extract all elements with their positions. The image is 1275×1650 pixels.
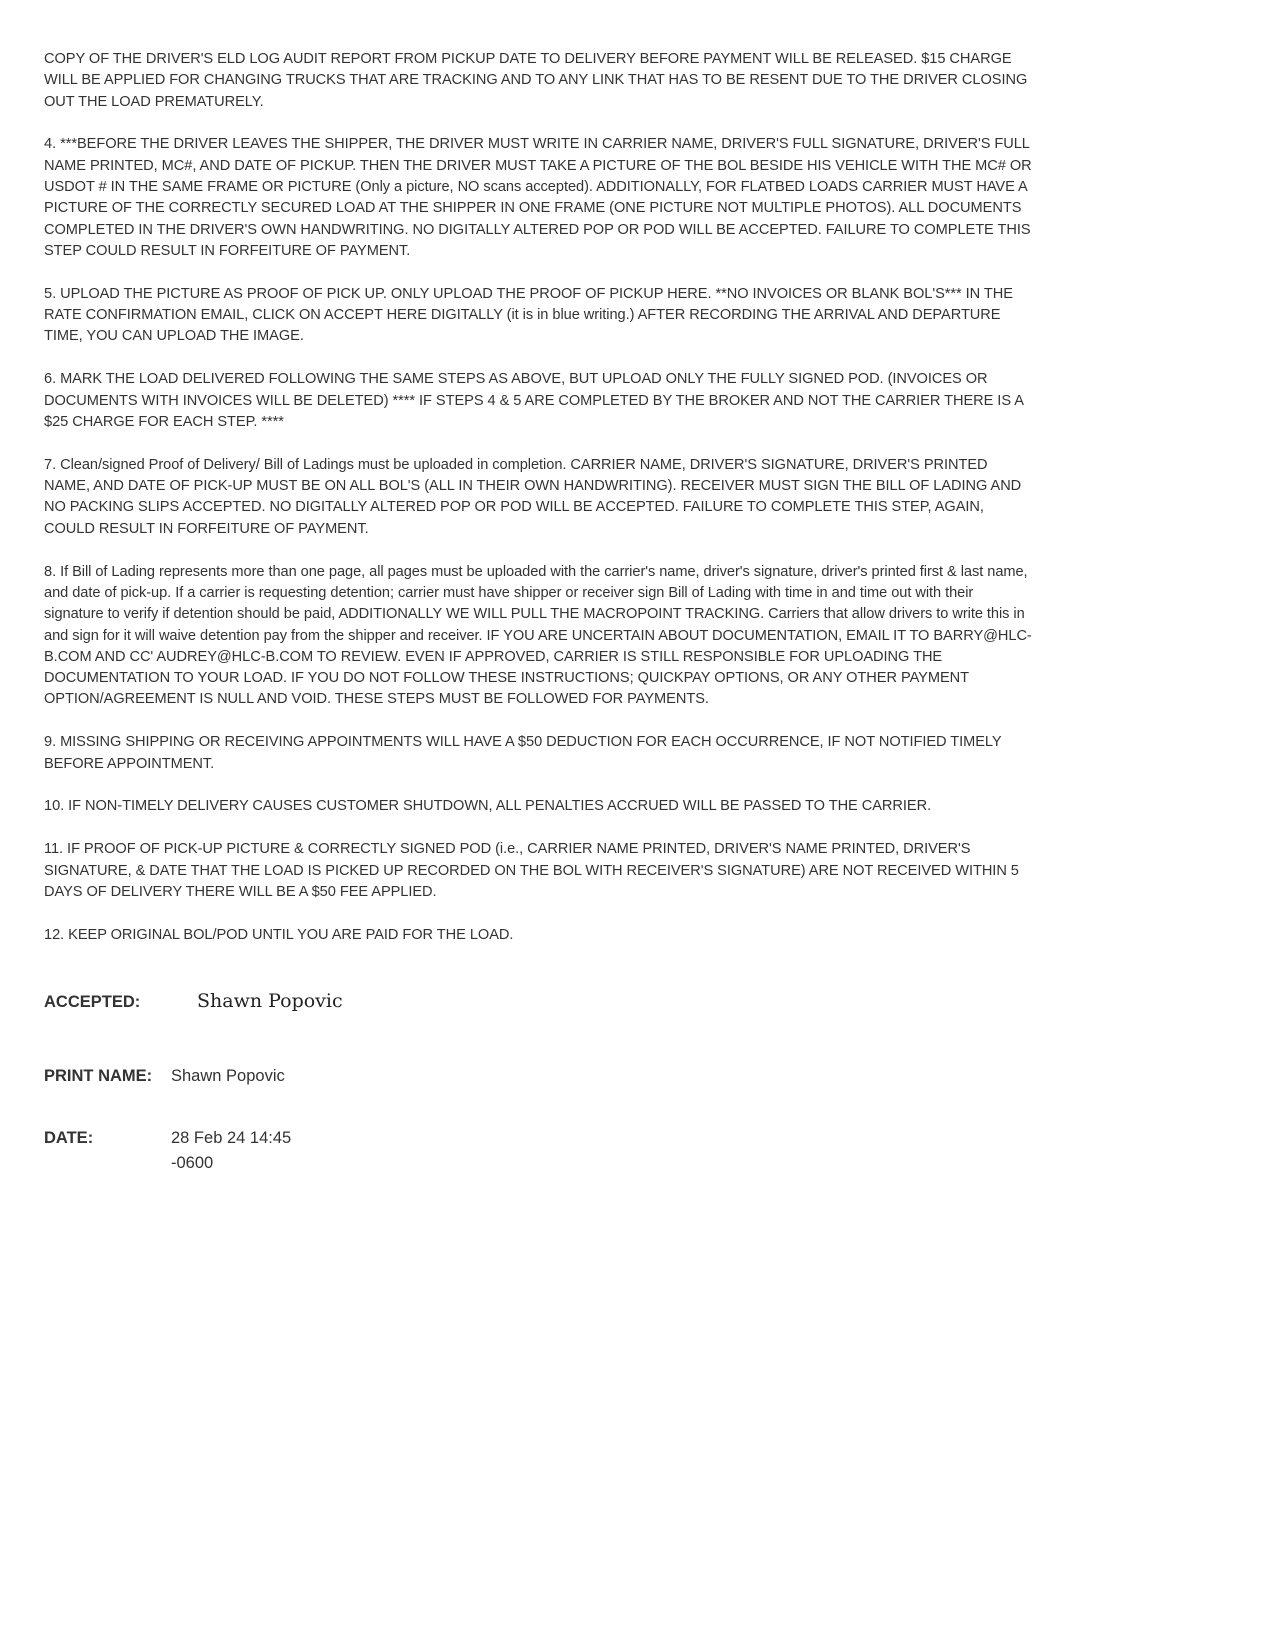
terms-list [44, 49, 1034, 968]
signature: Shawn Popovic [197, 990, 343, 1012]
term-paragraph: 11. IF PROOF OF PICK-UP PICTURE & CORRECTLY SIGNED POD (i.e., CARRIER NAME PRINTED, DRIVER'S NAME PRINTED, DRIVER'S SIGNATURE, & DATE THAT THE LOAD IS PICKED UP RECORDED ON THE BOL WITH RECEIVER'S SIGNATURE) ARE NOT RECEIVED WITHIN 5 DAYS OF DELIVERY THERE WILL BE A $50 FEE APPLIED. [44, 841, 1019, 900]
accepted-label: ACCEPTED: [44, 993, 141, 1011]
print-name-row [44, 1064, 344, 1118]
term-paragraph: 10. IF NON-TIMELY DELIVERY CAUSES CUSTOMER SHUTDOWN, ALL PENALTIES ACCRUED WILL BE PASSED TO THE CARRIER. [44, 798, 932, 815]
date-value: 28 Feb 24 14:45 -0600 [171, 1129, 292, 1172]
print-name-label: PRINT NAME: [44, 1067, 153, 1085]
term-paragraph: 9. MISSING SHIPPING OR RECEIVING APPOINTMENTS WILL HAVE A $50 DEDUCTION FOR EACH OCCURRENCE, IF NOT NOTIFIED TIMELY BEFORE APPOINTMENT. [44, 734, 1002, 772]
date-row [44, 1126, 344, 1180]
date-label: DATE: [44, 1129, 94, 1147]
term-paragraph: 4. ***BEFORE THE DRIVER LEAVES THE SHIPPER, THE DRIVER MUST WRITE IN CARRIER NAME, DRIVER'S FULL SIGNATURE, DRIVER'S FULL NAME PRINTED, MC#, AND DATE OF PICKUP. THEN THE DRIVER MUST TAKE A PICTURE OF THE BOL BESIDE HIS VEHICLE WITH THE MC# OR USDOT # IN THE SAME FRAME OR PICTURE (Only a picture, NO scans accepted). ADDITIONALLY, FOR FLATBED LOADS CARRIER MUST HAVE A PICTURE OF THE CORRECTLY SECURED LOAD AT THE SHIPPER IN ONE FRAME (ONE PICTURE NOT MULTIPLE PHOTOS). ALL DOCUMENTS COMPLETED IN THE DRIVER'S OWN HANDWRITING. NO DIGITALLY ALTERED POP OR POD WILL BE ACCEPTED. FAILURE TO COMPLETE THIS STEP COULD RESULT IN FORFEITURE OF PAYMENT. [44, 136, 1032, 259]
term-paragraph: COPY OF THE DRIVER'S ELD LOG AUDIT REPORT FROM PICKUP DATE TO DELIVERY BEFORE PAYMENT WILL BE RELEASED. $15 CHARGE WILL BE APPLIED FOR CHANGING TRUCKS THAT ARE TRACKING AND TO ANY LINK THAT HAS TO BE RESENT DUE TO THE DRIVER CLOSING OUT THE LOAD PREMATURELY. [44, 51, 1028, 110]
term-paragraph: 6. MARK THE LOAD DELIVERED FOLLOWING THE SAME STEPS AS ABOVE, BUT UPLOAD ONLY THE FULLY SIGNED POD. (INVOICES OR DOCUMENTS WITH INVOICES WILL BE DELETED) **** IF STEPS 4 & 5 ARE COMPLETED BY THE BROKER AND NOT THE CARRIER THERE IS A $25 CHARGE FOR EACH STEP. **** [44, 371, 1024, 430]
print-name-value: Shawn Popovic [171, 1067, 285, 1085]
term-paragraph: 5. UPLOAD THE PICTURE AS PROOF OF PICK UP. ONLY UPLOAD THE PROOF OF PICKUP HERE. **NO INVOICES OR BLANK BOL'S*** IN THE RATE CONFIRMATION EMAIL, CLICK ON ACCEPT HERE DIGITALLY (it is in blue writing.) AFTER RECORDING THE ARRIVAL AND DEPARTURE TIME, YOU CAN UPLOAD THE IMAGE. [44, 285, 1013, 345]
term-paragraph: 12. KEEP ORIGINAL BOL/POD UNTIL YOU ARE PAID FOR THE LOAD. [44, 926, 514, 943]
term-paragraph: 8. If Bill of Lading represents more than one page, all pages must be uploaded with the carrier's name, driver's signature, driver's printed first & last name, and date of pick-up. If a carrier is requesting detention; carrier must have shipper or receiver sign Bill of Lading with time in and time out with their signature to verify if detention should be paid, ADDITIONALLY WE WILL PULL THE MACROPOINT TRACKING. Carriers that allow drivers to write this in and sign for it will waive detention pay from the shipper and receiver. IF YOU ARE UNCERTAIN ABOUT DOCUMENTATION, EMAIL IT TO BARRY@HLC-B.COM AND CC' AUDREY@HLC-B.COM TO REVIEW. EVEN IF APPROVED, CARRIER IS STILL RESPONSIBLE FOR UPLOADING THE DOCUMENTATION TO YOUR LOAD. IF YOU DO NOT FOLLOW THESE INSTRUCTIONS; QUICKPAY OPTIONS, OR ANY OTHER PAYMENT OPTION/AGREEMENT IS NULL AND VOID. THESE STEPS MUST BE FOLLOWED FOR PAYMENTS. [44, 563, 1032, 708]
term-paragraph: 7. Clean/signed Proof of Delivery/ Bill of Ladings must be uploaded in completion. CARRIER NAME, DRIVER'S SIGNATURE, DRIVER'S PRINTED NAME, AND DATE OF PICK-UP MUST BE ON ALL BOL'S (ALL IN THEIR OWN HANDWRITING). RECEIVER MUST SIGN THE BILL OF LADING AND NO PACKING SLIPS ACCEPTED. NO DIGITALLY ALTERED POP OR POD WILL BE ACCEPTED. FAILURE TO COMPLETE THIS STEP, AGAIN, COULD RESULT IN FORFEITURE OF PAYMENT. [44, 456, 1022, 537]
